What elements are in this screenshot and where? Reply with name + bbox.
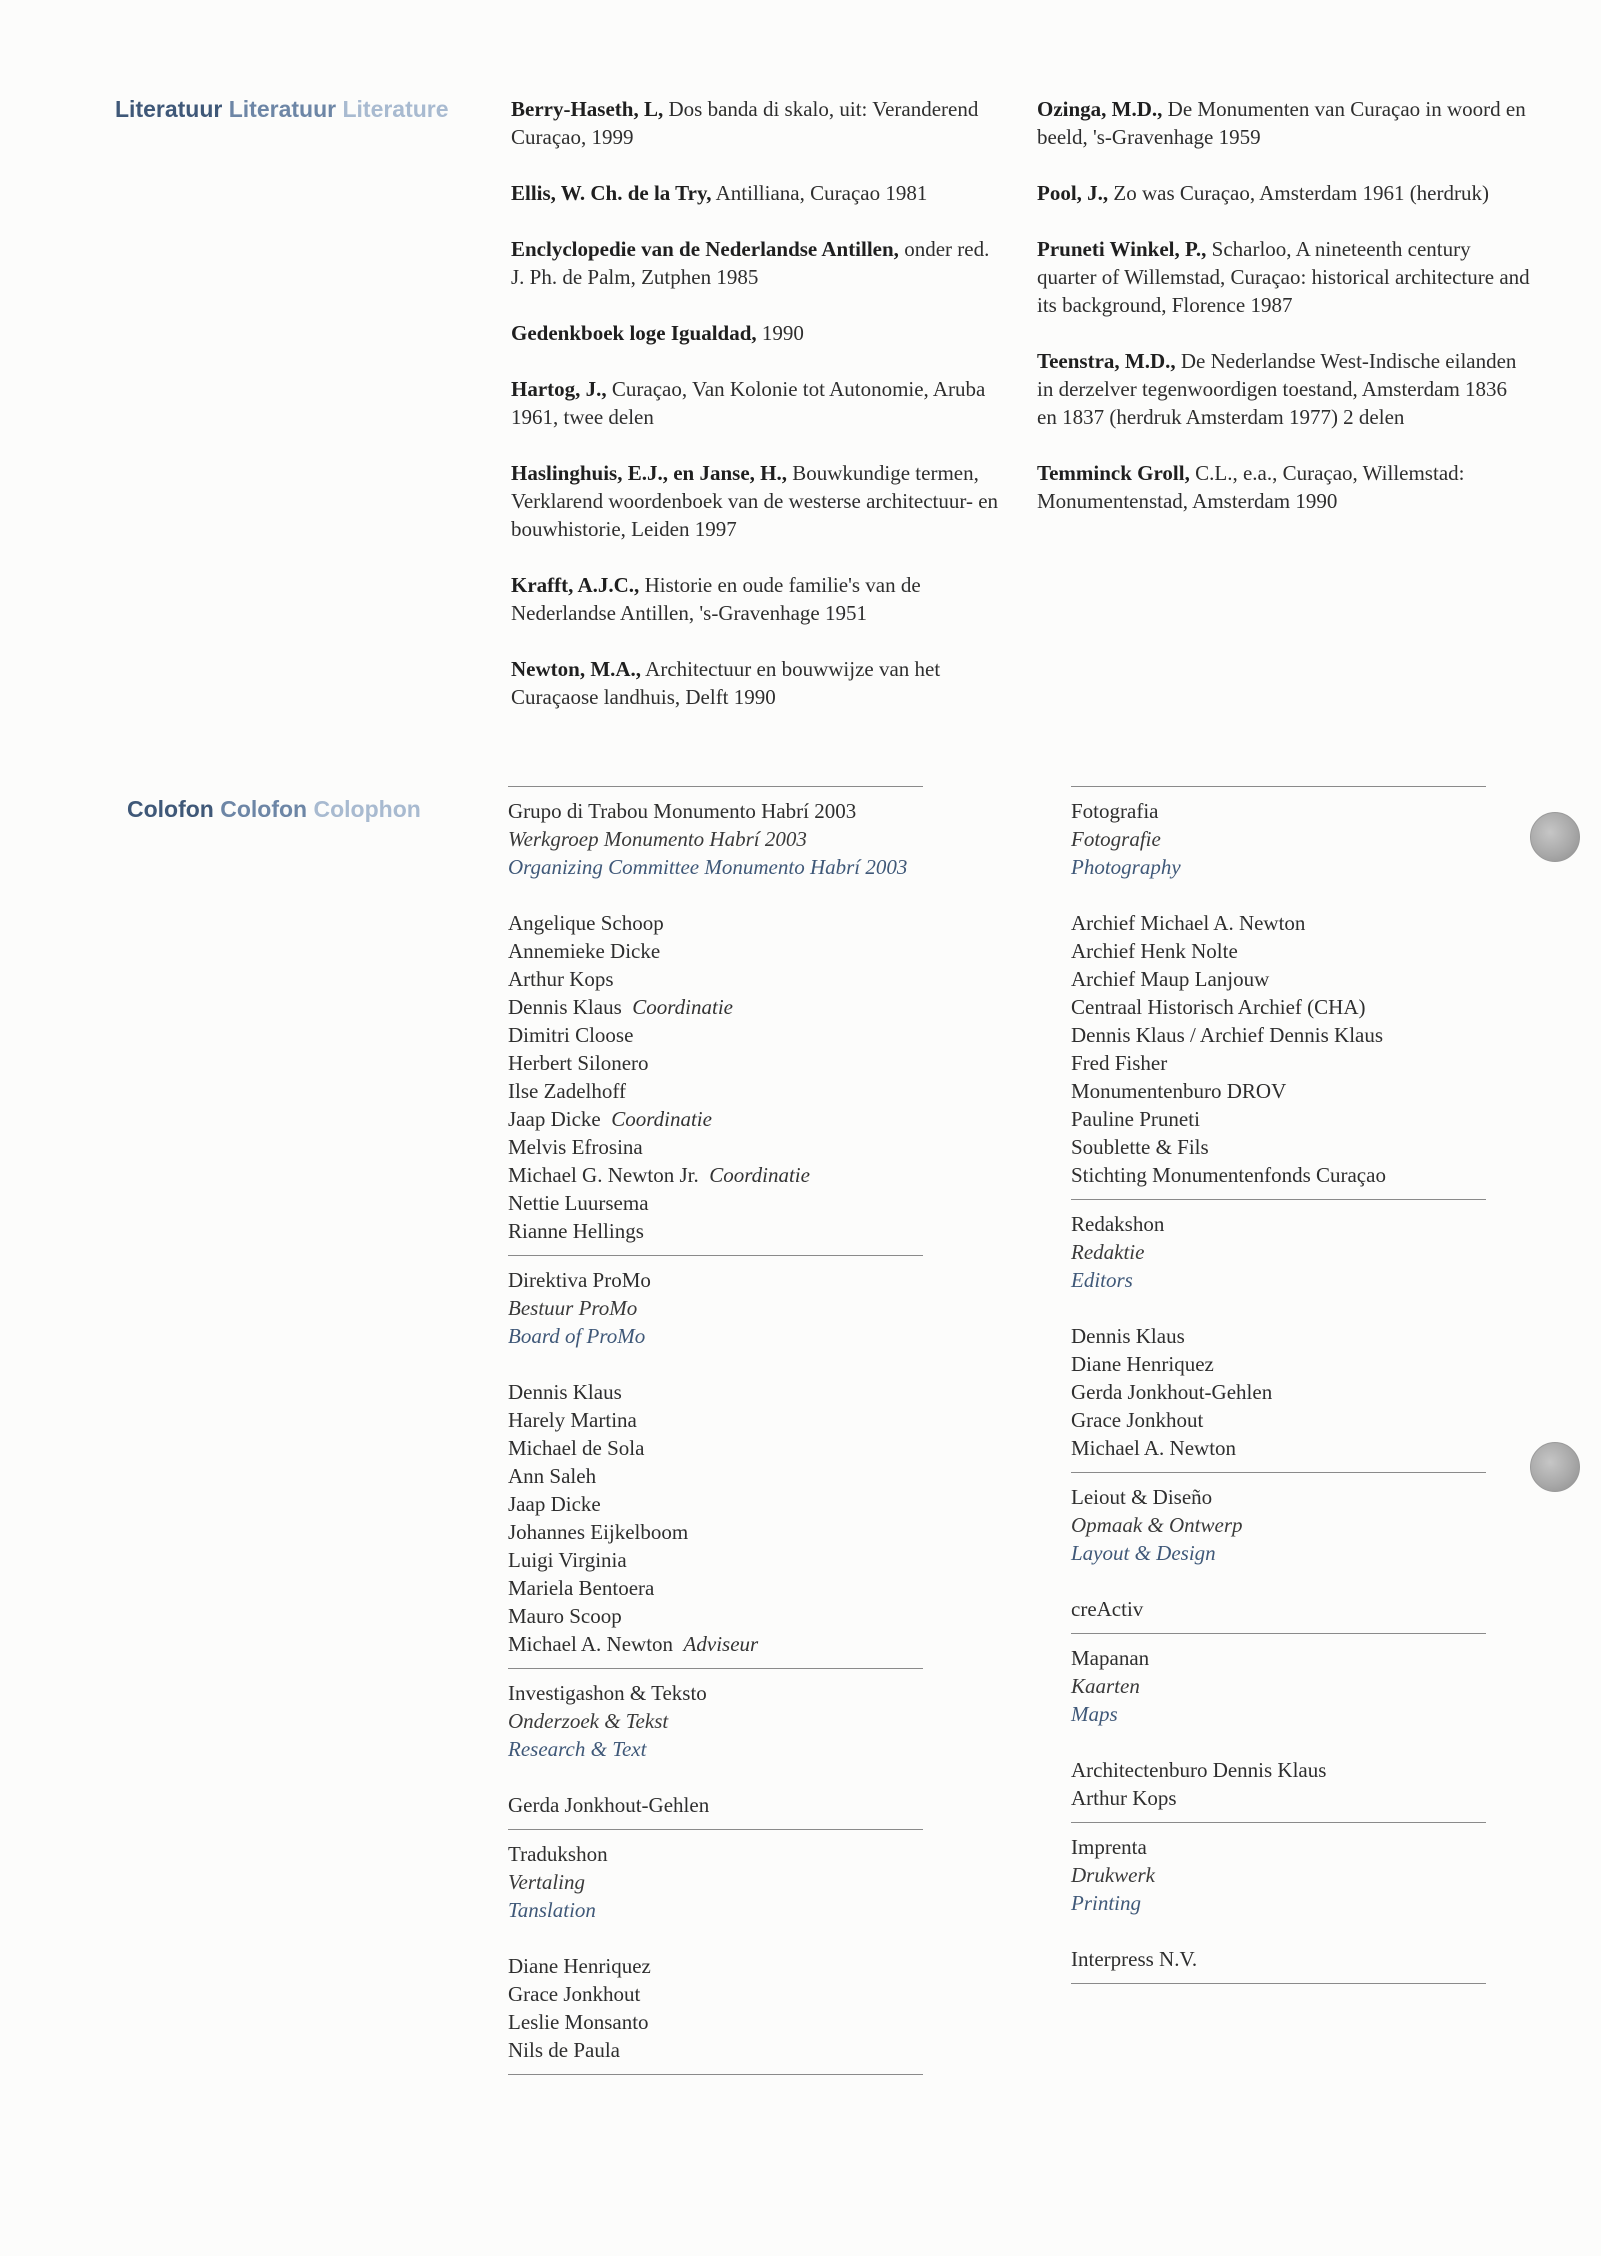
colophon-heading <box>127 796 421 823</box>
credit-name: Mariela Bentoera <box>508 1576 655 1600</box>
section-title-dutch: Opmaak & Ontwerp <box>1071 1513 1243 1537</box>
credit-item <box>508 1546 923 1574</box>
credit-name: Nettie Luursema <box>508 1191 649 1215</box>
credit-name: Angelique Schoop <box>508 911 664 935</box>
section-title-dutch: Fotografie <box>1071 827 1161 851</box>
credit-item <box>508 1161 923 1189</box>
credit-item <box>1071 1133 1486 1161</box>
credit-name: Arthur Kops <box>508 967 614 991</box>
literature-title: Historie en oude familie's van de Nederlandse Antillen, 's-Gravenhage 1951 <box>511 573 921 625</box>
credit-item <box>1071 1350 1486 1378</box>
credit-item <box>508 1602 923 1630</box>
literature-heading <box>115 96 449 123</box>
section-title-papiamentu: Redakshon <box>1071 1212 1165 1236</box>
credit-list <box>1071 1945 1486 1973</box>
credit-name: Jaap Dicke <box>508 1107 601 1131</box>
credit-item <box>508 1189 923 1217</box>
credit-item <box>1071 965 1486 993</box>
colophon-heading-papiamentu: Colofon <box>127 796 214 822</box>
credit-name: Dimitri Cloose <box>508 1023 634 1047</box>
credit-name: Michael de Sola <box>508 1436 645 1460</box>
credit-item <box>1071 1322 1486 1350</box>
credit-name: Mauro Scoop <box>508 1604 622 1628</box>
literature-title: C.L., e.a., Curaçao, Willemstad: Monumentenstad, Amsterdam 1990 <box>1037 461 1465 513</box>
section-title-papiamentu: Direktiva ProMo <box>508 1268 651 1292</box>
section-title-english: Board of ProMo <box>508 1324 646 1348</box>
credit-name: Grace Jonkhout <box>1071 1408 1204 1432</box>
credit-item <box>1071 1945 1486 1973</box>
literature-author: Pruneti Winkel, P., <box>1037 237 1207 261</box>
credit-item <box>508 1105 923 1133</box>
colophon-section <box>1071 1823 1486 1973</box>
literature-entry <box>1037 235 1532 319</box>
credit-item <box>1071 1049 1486 1077</box>
credit-item <box>1071 1784 1486 1812</box>
credit-item <box>1071 1161 1486 1189</box>
credit-name: Nils de Paula <box>508 2038 620 2062</box>
literature-title: De Nederlandse West-Indische eilanden in derzelver tegenwoordigen toestand, Amsterdam 1836 en 1837 (herdruk Amsterdam 1977) 2 delen <box>1037 349 1517 429</box>
credit-item <box>508 1574 923 1602</box>
literature-entry <box>511 571 1001 627</box>
literature-heading-papiamentu: Literatuur <box>115 96 223 122</box>
credit-name: Arthur Kops <box>1071 1786 1177 1810</box>
literature-entry <box>1037 347 1532 431</box>
section-title-dutch: Drukwerk <box>1071 1863 1155 1887</box>
credit-item <box>508 1049 923 1077</box>
credit-name: creActiv <box>1071 1597 1144 1621</box>
section-title-english: Photography <box>1071 855 1181 879</box>
credit-name: Dennis Klaus <box>508 1380 622 1404</box>
section-title-papiamentu: Leiout & Diseño <box>1071 1485 1213 1509</box>
credit-item <box>1071 1406 1486 1434</box>
literature-author: Pool, J., <box>1037 181 1109 205</box>
credit-item <box>508 1518 923 1546</box>
credit-name: Fred Fisher <box>1071 1051 1168 1075</box>
credit-name: Gerda Jonkhout-Gehlen <box>508 1793 710 1817</box>
literature-title: 1990 <box>761 321 804 345</box>
literature-title: onder red. J. Ph. de Palm, Zutphen 1985 <box>511 237 990 289</box>
literature-entry <box>511 95 1001 151</box>
colophon-section <box>508 1669 923 1819</box>
section-title-dutch: Werkgroep Monumento Habrí 2003 <box>508 827 807 851</box>
credit-name: Archief Michael A. Newton <box>1071 911 1306 935</box>
literature-author: Ozinga, M.D., <box>1037 97 1163 121</box>
colophon-column-right <box>1071 786 1486 1984</box>
credit-list <box>1071 909 1486 1189</box>
credit-item <box>508 909 923 937</box>
colophon-section <box>508 787 923 1245</box>
literature-author: Newton, M.A., <box>511 657 642 681</box>
credit-name: Annemieke Dicke <box>508 939 661 963</box>
colophon-section <box>1071 787 1486 1189</box>
credit-name: Stichting Monumentenfonds Curaçao <box>1071 1163 1386 1187</box>
credit-item <box>1071 1021 1486 1049</box>
literature-author: Ellis, W. Ch. de la Try, <box>511 181 712 205</box>
literature-entry <box>511 319 1001 347</box>
credit-list <box>508 909 923 1245</box>
section-title-english: Layout & Design <box>1071 1541 1216 1565</box>
credit-item <box>1071 1105 1486 1133</box>
literature-author: Temminck Groll, <box>1037 461 1190 485</box>
credit-list <box>1071 1322 1486 1462</box>
credit-name: Johannes Eijkelboom <box>508 1520 689 1544</box>
literature-entry <box>511 655 1001 711</box>
credit-item <box>1071 1756 1486 1784</box>
credit-name: Dennis Klaus / Archief Dennis Klaus <box>1071 1023 1384 1047</box>
literature-title: Dos banda di skalo, uit: Veranderend Curaçao, 1999 <box>511 97 979 149</box>
literature-entry <box>511 235 1001 291</box>
literature-heading-dutch: Literatuur <box>228 96 337 122</box>
credit-item <box>508 2036 923 2064</box>
credit-name: Melvis Efrosina <box>508 1135 643 1159</box>
colophon-section <box>1071 1473 1486 1623</box>
credit-item <box>508 1021 923 1049</box>
punch-hole-top <box>1530 812 1580 862</box>
section-title-english: Tanslation <box>508 1898 596 1922</box>
credit-role: Adviseur <box>683 1632 759 1656</box>
literature-title: Curaçao, Van Kolonie tot Autonomie, Aruba 1961, twee delen <box>511 377 986 429</box>
section-divider <box>508 2074 923 2075</box>
colophon-section <box>508 1830 923 2064</box>
literature-author: Hartog, J., <box>511 377 607 401</box>
colophon-column-left <box>508 786 923 2075</box>
colophon-section <box>1071 1200 1486 1462</box>
credit-name: Jaap Dicke <box>508 1492 601 1516</box>
credit-role: Coordinatie <box>709 1163 810 1187</box>
literature-title: De Monumenten van Curaçao in woord en beeld, 's-Gravenhage 1959 <box>1037 97 1526 149</box>
credit-list <box>508 1952 923 2064</box>
credit-item <box>508 2008 923 2036</box>
credit-item <box>508 937 923 965</box>
credit-item <box>508 1434 923 1462</box>
credit-name: Archief Maup Lanjouw <box>1071 967 1270 991</box>
credit-name: Harely Martina <box>508 1408 637 1432</box>
section-title-papiamentu: Imprenta <box>1071 1835 1147 1859</box>
credit-name: Michael G. Newton Jr. <box>508 1163 699 1187</box>
section-title-dutch: Redaktie <box>1071 1240 1145 1264</box>
credit-item <box>508 1791 923 1819</box>
literature-title: Scharloo, A nineteenth century quarter of Willemstad, Curaçao: historical architecture and its background, Florence 1987 <box>1037 237 1530 317</box>
credit-name: Diane Henriquez <box>508 1954 651 1978</box>
credit-name: Dennis Klaus <box>508 995 622 1019</box>
credit-name: Dennis Klaus <box>1071 1324 1185 1348</box>
literature-entry <box>511 375 1001 431</box>
literature-entry <box>511 179 1001 207</box>
literature-title: Architectuur en bouwwijze van het Curaçaose landhuis, Delft 1990 <box>511 657 941 709</box>
credit-item <box>1071 1595 1486 1623</box>
literature-entry <box>511 459 1001 543</box>
credit-name: Centraal Historisch Archief (CHA) <box>1071 995 1366 1019</box>
credit-item <box>508 1406 923 1434</box>
credit-name: Pauline Pruneti <box>1071 1107 1200 1131</box>
literature-entry <box>1037 179 1532 207</box>
credit-name: Archief Henk Nolte <box>1071 939 1238 963</box>
credit-item <box>508 1217 923 1245</box>
credit-item <box>508 993 923 1021</box>
credit-name: Gerda Jonkhout-Gehlen <box>1071 1380 1273 1404</box>
section-title-papiamentu: Grupo di Trabou Monumento Habrí 2003 <box>508 799 857 823</box>
section-title-papiamentu: Fotografia <box>1071 799 1159 823</box>
section-title-dutch: Kaarten <box>1071 1674 1140 1698</box>
credit-item <box>508 1077 923 1105</box>
section-title-papiamentu: Tradukshon <box>508 1842 608 1866</box>
credit-role: Coordinatie <box>611 1107 712 1131</box>
literature-author: Enclyclopedie van de Nederlandse Antillen, <box>511 237 899 261</box>
section-title-dutch: Vertaling <box>508 1870 585 1894</box>
section-title-english: Editors <box>1071 1268 1133 1292</box>
colophon-heading-dutch: Colofon <box>220 796 308 822</box>
credit-name: Rianne Hellings <box>508 1219 644 1243</box>
colophon-heading-english: Colophon <box>313 796 421 822</box>
credit-item <box>508 1952 923 1980</box>
credit-item <box>1071 1378 1486 1406</box>
credit-name: Michael A. Newton <box>1071 1436 1237 1460</box>
literature-heading-english: Literature <box>342 96 449 122</box>
credit-name: Luigi Virginia <box>508 1548 627 1572</box>
section-title-dutch: Bestuur ProMo <box>508 1296 638 1320</box>
section-divider <box>1071 1983 1486 1984</box>
credit-name: Diane Henriquez <box>1071 1352 1214 1376</box>
credit-name: Interpress N.V. <box>1071 1947 1198 1971</box>
credit-item <box>1071 993 1486 1021</box>
section-title-english: Research & Text <box>508 1737 647 1761</box>
credit-item <box>1071 1077 1486 1105</box>
credit-item <box>1071 937 1486 965</box>
credit-name: Monumentenburo DROV <box>1071 1079 1287 1103</box>
credit-role: Coordinatie <box>632 995 733 1019</box>
section-title-papiamentu: Investigashon & Teksto <box>508 1681 707 1705</box>
literature-title: Zo was Curaçao, Amsterdam 1961 (herdruk) <box>1113 181 1489 205</box>
section-title-english: Organizing Committee Monumento Habrí 2003 <box>508 855 908 879</box>
section-title-dutch: Onderzoek & Tekst <box>508 1709 669 1733</box>
literature-entry <box>1037 95 1532 151</box>
credit-item <box>508 1630 923 1658</box>
credit-name: Grace Jonkhout <box>508 1982 641 2006</box>
punch-hole-bottom <box>1530 1442 1580 1492</box>
credit-item <box>1071 909 1486 937</box>
credit-list <box>1071 1595 1486 1623</box>
credit-name: Ilse Zadelhoff <box>508 1079 626 1103</box>
literature-list-right <box>1037 95 1532 543</box>
literature-title: Antilliana, Curaçao 1981 <box>715 181 928 205</box>
colophon-section <box>508 1256 923 1658</box>
credit-item <box>508 1378 923 1406</box>
literature-list-left <box>511 95 1001 739</box>
colophon-section <box>1071 1634 1486 1812</box>
credit-name: Herbert Silonero <box>508 1051 649 1075</box>
credit-item <box>508 965 923 993</box>
credit-name: Ann Saleh <box>508 1464 597 1488</box>
section-title-english: Printing <box>1071 1891 1142 1915</box>
credit-list <box>508 1378 923 1658</box>
credit-name: Michael A. Newton <box>508 1632 674 1656</box>
literature-author: Teenstra, M.D., <box>1037 349 1176 373</box>
literature-entry <box>1037 459 1532 515</box>
credit-item <box>508 1133 923 1161</box>
credit-item <box>1071 1434 1486 1462</box>
credit-list <box>508 1791 923 1819</box>
literature-title: Bouwkundige termen, Verklarend woordenboek van de westerse architectuur- en bouwhistorie, Leiden 1997 <box>511 461 999 541</box>
credit-item <box>508 1490 923 1518</box>
credit-list <box>1071 1756 1486 1812</box>
section-title-papiamentu: Mapanan <box>1071 1646 1150 1670</box>
section-title-english: Maps <box>1071 1702 1118 1726</box>
literature-author: Gedenkboek loge Igualdad, <box>511 321 757 345</box>
literature-author: Haslinghuis, E.J., en Janse, H., <box>511 461 787 485</box>
credit-item <box>508 1462 923 1490</box>
credit-name: Architectenburo Dennis Klaus <box>1071 1758 1327 1782</box>
credit-name: Leslie Monsanto <box>508 2010 649 2034</box>
credit-name: Soublette & Fils <box>1071 1135 1209 1159</box>
literature-author: Berry-Haseth, L, <box>511 97 664 121</box>
credit-item <box>508 1980 923 2008</box>
literature-author: Krafft, A.J.C., <box>511 573 640 597</box>
